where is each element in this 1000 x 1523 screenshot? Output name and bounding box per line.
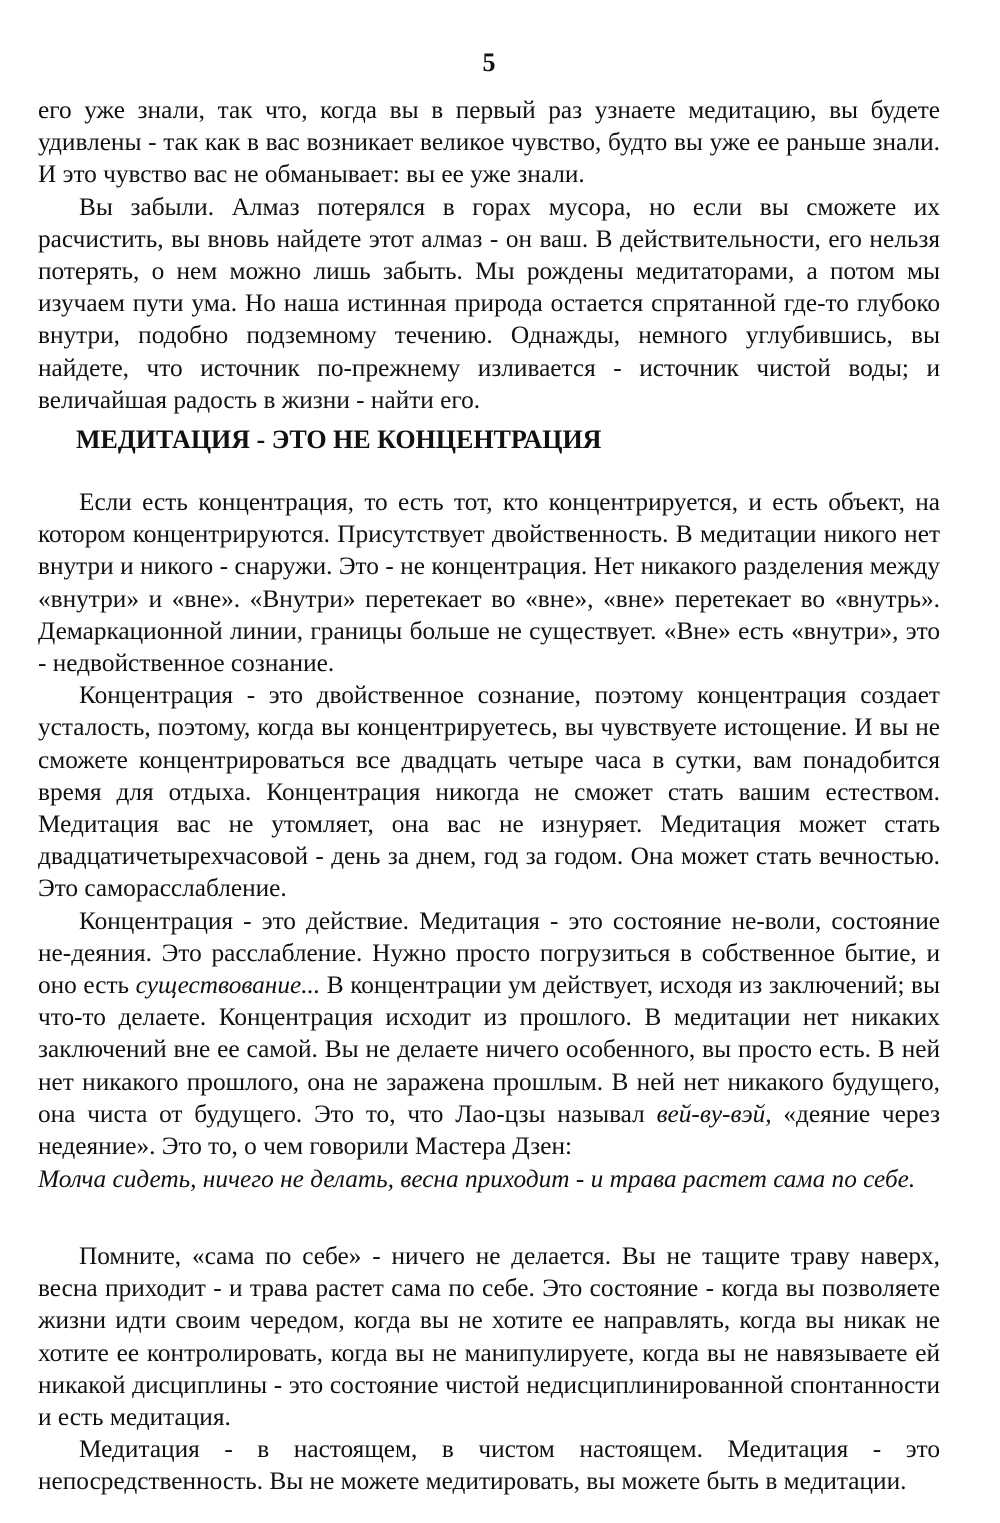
paragraph-action-part1: Концентрация - это действие. Медитация - это состояние не-воли, состояние не-деяния. Это расслабление. Нужно просто погрузиться в собственное бытие, и оно есть (38, 906, 940, 1000)
section-heading: МЕДИТАЦИЯ - ЭТО НЕ КОНЦЕНТРАЦИЯ (76, 425, 602, 454)
page-number: 5 (482, 48, 496, 77)
paragraph-action (38, 905, 940, 1163)
italic-wei-wu-wei: вей-ву-вэй, (656, 1099, 772, 1128)
paragraph-action-part3: «деяние через недеяние». Это то, о чем говорили Мастера Дзен: (38, 1099, 941, 1161)
italic-existence: существование... (135, 971, 321, 1000)
main-text-block (38, 486, 940, 1162)
paragraph-diamond: Вы забыли. Алмаз потерялся в горах мусора, но если вы сможете их расчистить, вы вновь найдете этот алмаз - он ваш. В действительности, его нельзя потерять, о нем можно лишь забыть. Мы рождены медитаторами, а потом мы изучаем пути ума. Но наша истинная природа остается спрятанной где-то глубоко внутри, подобно подземному течению. Однажды, немного углубившись, вы найдете, что источник по-прежнему изливается - источник чистой воды; и величайшая радость в жизни - найти его. (38, 192, 940, 414)
book-page (38, 0, 940, 1523)
paragraph-present: Медитация - в настоящем, в чистом настоящем. Медитация - это непосредственность. Вы не можете медитировать, вы можете быть в медитации. (38, 1435, 940, 1496)
paragraph-duality: Если есть концентрация, то есть тот, кто концентрируется, и есть объект, на котором концентрируются. Присутствует двойственность. В медитации никого нет внутри и никого - снаружи. Это - не концентрация. Нет никакого разделения между «внутри» и «вне». «Внутри» перетекает во «вне», «вне» перетекает во «внутрь». Демаркационной линии, границы больше не существует. «Вне» есть «внутри», это - недвойственное сознание. (38, 488, 940, 678)
zen-quote: Молча сидеть, ничего не делать, весна приходит - и трава растет сама по себе. (38, 1165, 916, 1193)
paragraph-by-itself: Помните, «сама по себе» - ничего не делается. Вы не тащите траву наверх, весна приходит - и трава растет сама по себе. Это состояние - когда вы позволяете жизни идти своим чередом, когда вы не хотите ее направлять, когда вы никак не хотите ее контролировать, когда вы не манипулируете, когда вы не навязываете ей никакой дисциплины - это состояние чистой недисциплинированной спонтанности и есть медитация. (38, 1242, 940, 1432)
opening-text-block (38, 94, 940, 416)
paragraph-action-part2: В концентрации ум действует, исходя из заключений; вы что-то делаете. Концентрация исходит из прошлого. В медитации нет никаких заключений вне ее самой. Вы не делаете ничего особенного, вы просто есть. В ней нет никакого прошлого, она не заражена прошлым. В ней нет никакого будущего, она чиста от будущего. Это то, что Лао-цзы называл (38, 971, 940, 1128)
zen-quote-block (38, 1163, 940, 1195)
paragraph-continuation: его уже знали, так что, когда вы в первый раз узнаете медитацию, вы будете удивлены - так как в вас возникает великое чувство, будто вы уже ее раньше знали. И это чувство вас не обманывает: вы ее уже знали. (38, 96, 940, 189)
paragraph-fatigue: Концентрация - это двойственное сознание, поэтому концентрация создает усталость, поэтому, когда вы концентрируетесь, вы чувствуете истощение. И вы не сможете концентрироваться все двадцать четыре часа в сутки, вам понадобится время для отдыха. Концентрация никогда не сможет стать вашим естеством. Медитация вас не утомляет, она вас не изнуряет. Медитация может стать двадцатичетырехчасовой - день за днем, год за годом. Она может стать вечностью. Это саморасслабление. (38, 681, 940, 903)
closing-text-block (38, 1240, 940, 1498)
